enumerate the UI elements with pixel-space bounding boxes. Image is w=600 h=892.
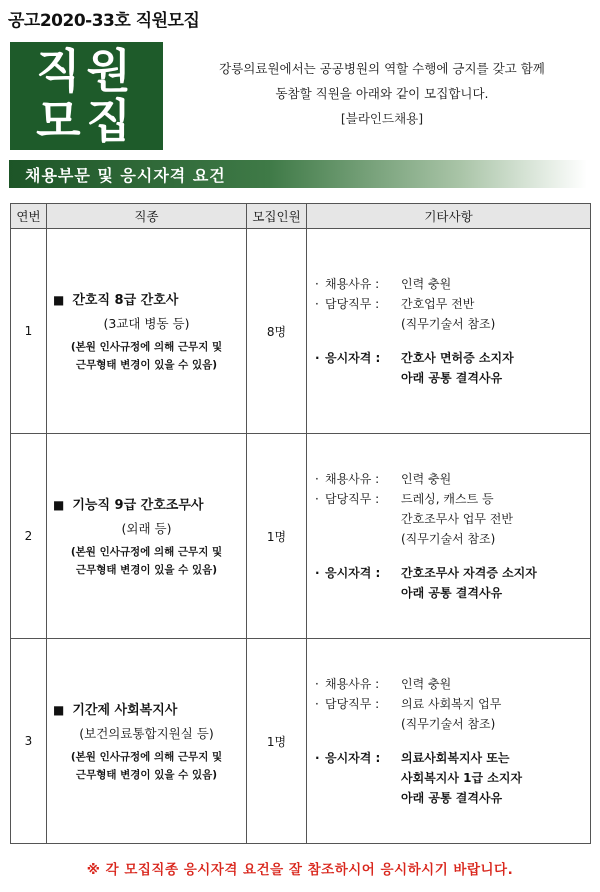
reason-value: 인력 충원: [401, 677, 452, 691]
position-title: ■ 기능직 9급 간호조무사: [53, 497, 204, 513]
jobs-table: [10, 203, 591, 844]
qualification-value-2: 아래 공통 결격사유: [401, 371, 503, 385]
details-cell: · 채용사유 : 인력 충원 · 담당직무 : 간호업무 전반 (직무기술서 참조) · 응시자격 : 간호사 면허증 소지자 아래 공통 결격사유: [307, 229, 591, 434]
reason-label: 채용사유 :: [325, 472, 380, 486]
qualification-label: 응시자격 :: [325, 566, 381, 580]
table-row: [11, 434, 591, 639]
recruit-count: 8명: [247, 229, 307, 434]
reason-value: 인력 충원: [401, 277, 452, 291]
header-details: 기타사항: [307, 204, 591, 229]
qualification-value-1: 간호사 면허증 소지자: [401, 351, 514, 365]
row-number: 1: [11, 229, 47, 434]
header-no: 연번: [11, 204, 47, 229]
intro-line-1: 강릉의료원에서는 공공병원의 역할 수행에 긍지를 갖고 함께: [219, 61, 545, 76]
row-number: 2: [11, 434, 47, 639]
position-cell: [47, 434, 247, 639]
table-header-row: [11, 204, 591, 229]
duty-label: 담당직무 :: [325, 297, 380, 311]
intro-line-2: 동참할 직원을 아래와 같이 모집합니다.: [275, 86, 489, 101]
table-row: [11, 229, 591, 434]
position-note-2: 근무형태 변경이 있을 수 있음): [75, 358, 218, 371]
position-department: (보건의료통합지원실 등): [79, 725, 214, 741]
duty-value-1: 간호업무 전반: [401, 297, 475, 311]
qualification-label: 응시자격 :: [325, 751, 381, 765]
intro-line-3: [블라인드채용]: [340, 111, 424, 126]
qualification-value-2: 사회복지사 1급 소지자: [401, 771, 523, 785]
position-note-2: 근무형태 변경이 있을 수 있음): [75, 563, 218, 576]
recruit-count: 1명: [247, 434, 307, 639]
intro-text: [172, 56, 592, 131]
position-note-1: (본원 인사규정에 의해 근무지 및: [70, 545, 223, 558]
row-number: 3: [11, 639, 47, 844]
recruit-count: 1명: [247, 639, 307, 844]
reason-value: 인력 충원: [401, 472, 452, 486]
qualification-label: 응시자격 :: [325, 351, 381, 365]
square-bullet-icon: ■: [53, 497, 65, 512]
details-cell: · 채용사유 : 인력 충원 · 담당직무 : 드레싱, 캐스트 등 간호조무사 업무 전반 (직무기술서 참조) · 응시자격 : 간호조무사 자격증 소지자 아래 공통 결격사유: [307, 434, 591, 639]
duty-label: 담당직무 :: [325, 492, 380, 506]
section-header: [9, 160, 587, 188]
duty-value-1: 의료 사회복지 업무: [401, 697, 502, 711]
hero-line-2: 모집: [36, 94, 137, 148]
qualification-value-3: 아래 공통 결격사유: [401, 791, 503, 805]
duty-value-2: 간호조무사 업무 전반: [401, 512, 513, 526]
position-title: ■ 간호직 8급 간호사: [53, 292, 179, 308]
footer-note: ※ 각 모집직종 응시자격 요건을 잘 참조하시어 응시하시기 바랍니다.: [86, 862, 514, 878]
notice-number: 공고2020-33호 직원모집: [8, 11, 200, 31]
hero-banner: [10, 42, 163, 150]
position-title: ■ 기간제 사회복지사: [53, 702, 178, 718]
reason-label: 채용사유 :: [325, 277, 380, 291]
position-note-1: (본원 인사규정에 의해 근무지 및: [70, 750, 223, 763]
position-cell: [47, 229, 247, 434]
reason-label: 채용사유 :: [325, 677, 380, 691]
details-cell: · 채용사유 : 인력 충원 · 담당직무 : 의료 사회복지 업무 (직무기술서 참조) · 응시자격 : 의료사회복지사 또는 사회복지사 1급 소지자 아래 공통 결격사유: [307, 639, 591, 844]
square-bullet-icon: ■: [53, 292, 65, 307]
duty-value-2: (직무기술서 참조): [401, 317, 496, 331]
header-count: 모집인원: [247, 204, 307, 229]
header-position: 직종: [47, 204, 247, 229]
duty-value-1: 드레싱, 캐스트 등: [401, 492, 494, 506]
table-row: [11, 639, 591, 844]
position-cell: [47, 639, 247, 844]
duty-value-2: (직무기술서 참조): [401, 717, 496, 731]
hero-line-1: 직원: [36, 44, 137, 98]
qualification-value-1: 의료사회복지사 또는: [401, 751, 510, 765]
position-note-1: (본원 인사규정에 의해 근무지 및: [70, 340, 223, 353]
section-title: 채용부문 및 응시자격 요건: [25, 165, 226, 185]
qualification-value-1: 간호조무사 자격증 소지자: [401, 566, 537, 580]
qualification-value-2: 아래 공통 결격사유: [401, 586, 503, 600]
square-bullet-icon: ■: [53, 702, 65, 717]
position-note-2: 근무형태 변경이 있을 수 있음): [75, 768, 218, 781]
duty-value-3: (직무기술서 참조): [401, 532, 496, 546]
position-department: (3교대 병동 등): [103, 315, 190, 331]
position-department: (외래 등): [121, 520, 172, 536]
duty-label: 담당직무 :: [325, 697, 380, 711]
